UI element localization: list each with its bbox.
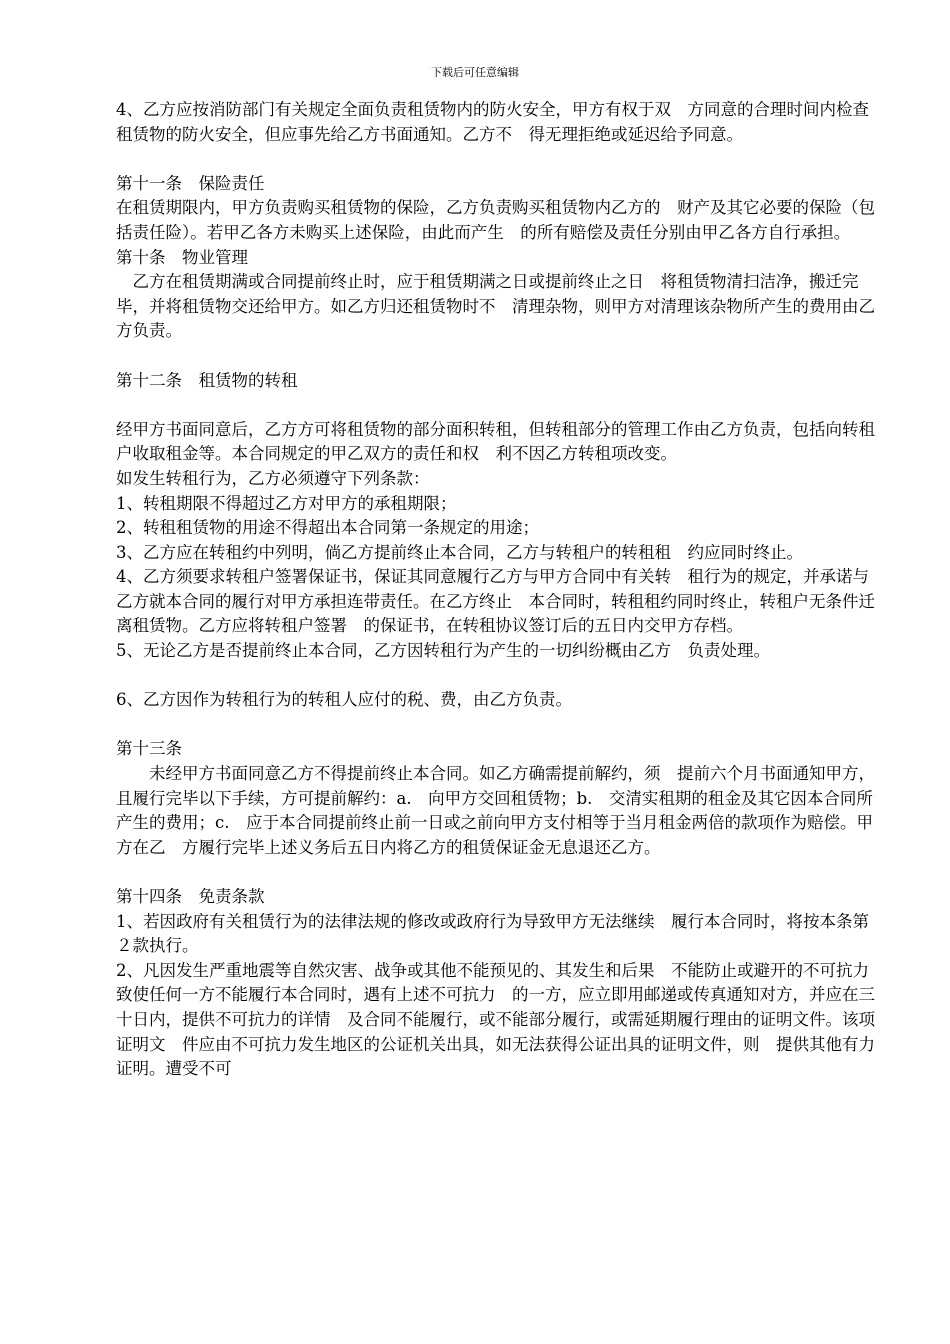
list-item-sublease-1: 1、转租期限不得超过乙方对甲方的承租期限；: [116, 493, 457, 513]
paragraph-fire-safety: 4、乙方应按消防部门有关规定全面负责租赁物内的防火安全，甲方有权于双 方同意的合理时间内检查租赁物的防火安全，但应事先给乙方书面通知。乙方不 得无理拒绝或延迟给予同意。: [116, 100, 869, 144]
list-item-sublease-4: 4、乙方须要求转租户签署保证书，保证其同意履行乙方与甲方合同中有关转 租行为的规定，并承诺与乙方就本合同的履行对甲方承担连带责任。在乙方终止 本合同时，转租租约同时终止，转租户无条件迁离租赁物。乙方应将转租户签署 的保证书，在转租协议签订后的五日内交甲方存档。: [116, 567, 875, 636]
paragraph-early-termination: 未经甲方书面同意乙方不得提前终止本合同。如乙方确需提前解约，须 提前六个月书面通知甲方，且履行完毕以下手续，方可提前解约：a. 向甲方交回租赁物；b. 交清实租期的租金及其它因本合同所产生的费用；c. 应于本合同提前终止前一日或之前向甲方支付相等于当月租金两倍的款项作为赔偿。甲方在乙 方履行完毕上述义务后五日内将乙方的租赁保证金无息退还乙方。: [116, 764, 875, 857]
page-header: 下载后可任意编辑: [431, 66, 519, 79]
heading-article-10: 第十条 物业管理: [116, 247, 248, 267]
list-item-sublease-2: 2、转租租赁物的用途不得超出本合同第一条规定的用途；: [116, 518, 539, 538]
list-item-exemption-2: 2、凡因发生严重地震等自然灾害、战争或其他不能预见的、其发生和后果 不能防止或避开的不可抗力致使任何一方不能履行本合同时，遇有上述不可抗力 的一方，应立即用邮递或传真通知对方，并应在三十日内，提供不可抗力的详情 及合同不能履行，或不能部分履行，或需延期履行理由的证明文件。该项证明文 件应由不可抗力发生地区的公证机关出具，如无法获得公证出具的证明文件，则 提供其他有力证明。遭受不可: [116, 960, 875, 1079]
heading-article-14: 第十四条 免责条款: [116, 887, 265, 906]
heading-article-11: 第十一条 保险责任: [116, 173, 265, 193]
paragraph-property-management: 乙方在租赁期满或合同提前终止时，应于租赁期满之日或提前终止之日 将租赁物清扫洁净，搬迁完毕，并将租赁物交还给甲方。如乙方归还租赁物时不 清理杂物，则甲方对清理该杂物所产生的费用由乙方负责。: [116, 272, 875, 341]
list-item-sublease-5: 5、无论乙方是否提前终止本合同，乙方因转租行为产生的一切纠纷概由乙方 负责处理。: [116, 641, 770, 661]
paragraph-insurance: 在租赁期限内，甲方负责购买租赁物的保险，乙方负责购买租赁物内乙方的 财产及其它必要的保险（包括责任险）。若甲乙各方未购买上述保险，由此而产生 的所有赔偿及责任分别由甲乙各方自行承担。: [116, 198, 875, 242]
paragraph-sublease-consent: 经甲方书面同意后，乙方方可将租赁物的部分面积转租，但转租部分的管理工作由乙方负责，包括向转租户收取租金等。本合同规定的甲乙双方的责任和权 利不因乙方转租项改变。: [116, 419, 875, 464]
heading-article-13: 第十三条: [116, 739, 182, 759]
list-item-exemption-1: 1、若因政府有关租赁行为的法律法规的修改或政府行为导致甲方无法继续 履行本合同时，将按本条第２款执行。: [116, 911, 869, 956]
list-item-sublease-3: 3、乙方应在转租约中列明，倘乙方提前终止本合同，乙方与转租户的转租租 约应同时终止。: [116, 542, 803, 562]
list-item-sublease-6: 6、乙方因作为转租行为的转租人应付的税、费，由乙方负责。: [116, 690, 572, 710]
paragraph-sublease-terms-intro: 如发生转租行为，乙方必须遵守下列条款：: [116, 468, 430, 488]
document-body: [116, 98, 876, 1082]
heading-article-12: 第十二条 租赁物的转租: [116, 370, 298, 390]
